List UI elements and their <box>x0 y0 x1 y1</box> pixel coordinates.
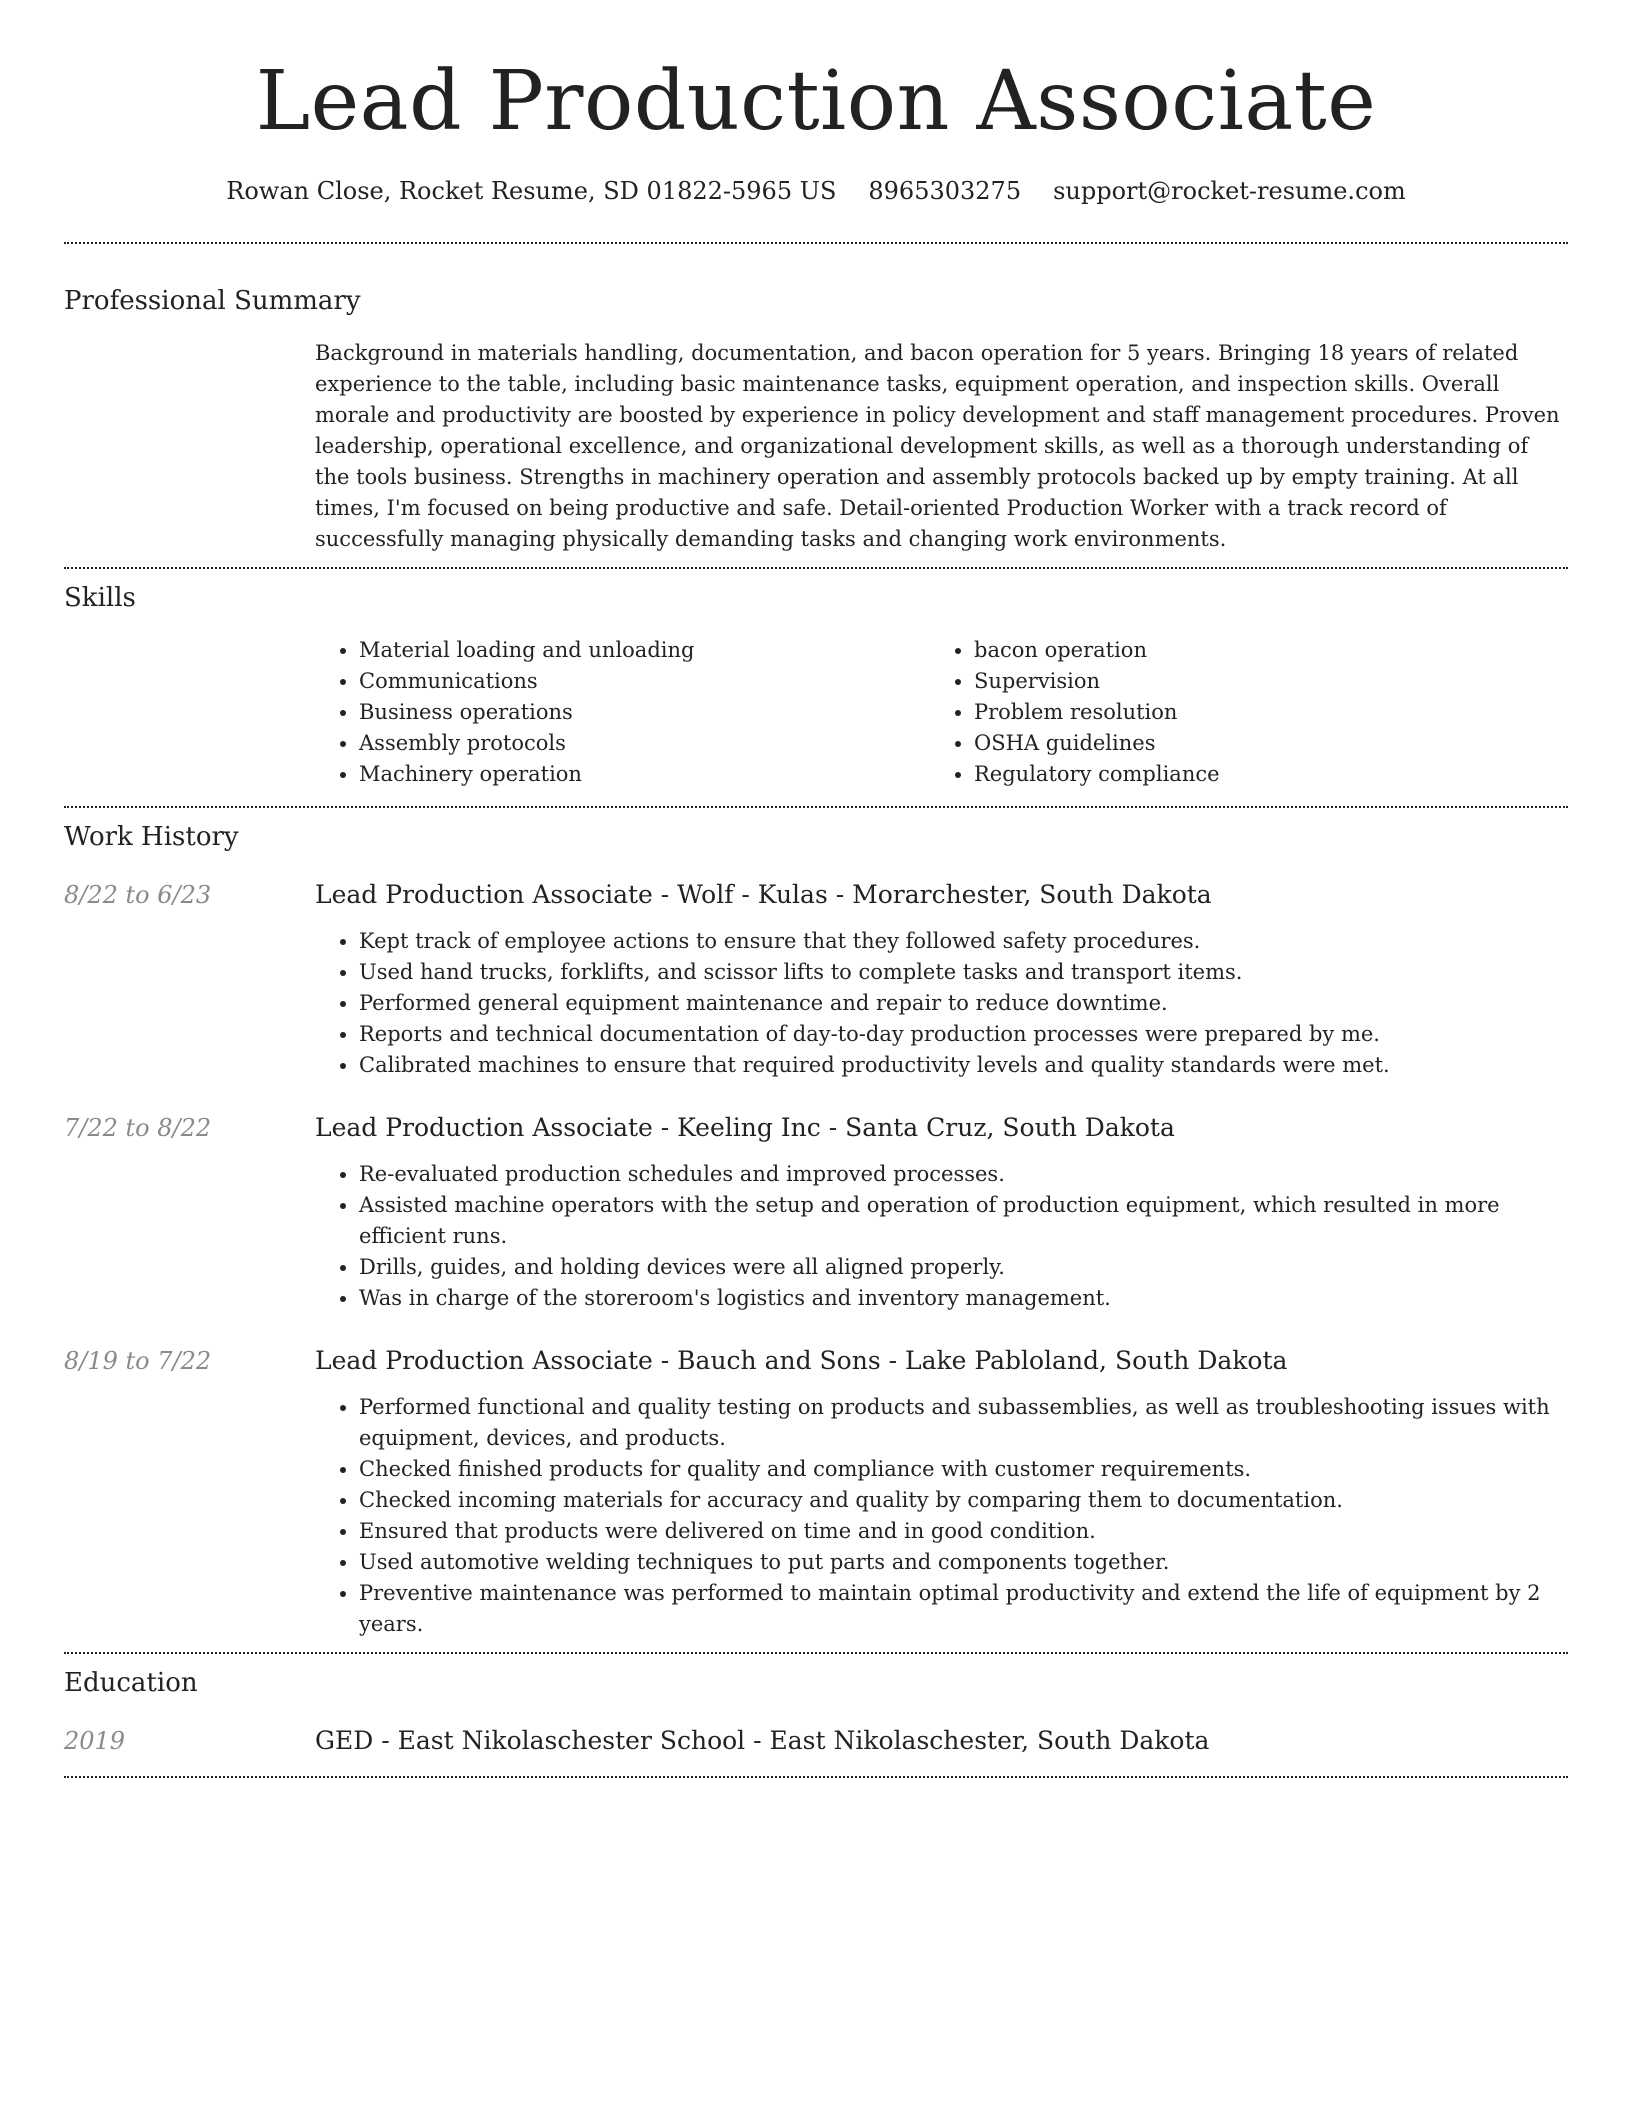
summary-section <box>64 284 1568 555</box>
skills-list-right <box>930 635 1220 790</box>
section-divider <box>64 1652 1568 1654</box>
contact-address: Rowan Close, Rocket Resume, SD 01822-5965 US <box>226 177 837 205</box>
skills-section <box>64 581 1568 790</box>
contact-line <box>64 174 1568 208</box>
job-bullet: • Used hand trucks, forklifts, and scissor lifts to complete tasks and transport items. <box>359 957 1568 988</box>
skills-heading: Skills <box>64 583 136 613</box>
work-history-section <box>64 820 1568 1640</box>
job-bullets <box>315 926 1568 1081</box>
job-bullet: • Checked incoming materials for accuracy and quality by comparing them to documentation. <box>359 1485 1568 1516</box>
education-entry <box>64 1724 1568 1758</box>
job-entry <box>64 878 1568 1081</box>
skill-item: • bacon operation <box>974 635 1220 666</box>
skill-item: • Business operations <box>359 697 930 728</box>
job-bullet: • Reports and technical documentation of day-to-day production processes were prepared by me. <box>359 1019 1568 1050</box>
contact-phone: 8965303275 <box>868 177 1022 205</box>
section-divider <box>64 1776 1568 1778</box>
job-entry <box>64 1111 1568 1314</box>
skill-item: • Communications <box>359 666 930 697</box>
work-history-heading: Work History <box>64 822 239 852</box>
resume-page <box>64 0 1568 1778</box>
job-entry <box>64 1344 1568 1640</box>
skill-item: • Material loading and unloading <box>359 635 930 666</box>
section-divider <box>64 567 1568 569</box>
job-bullet: • Assisted machine operators with the setup and operation of production equipment, which resulted in more efficient runs. <box>359 1190 1568 1252</box>
job-bullet: • Kept track of employee actions to ensure that they followed safety procedures. <box>359 926 1568 957</box>
job-bullet: • Performed functional and quality testing on products and subassemblies, as well as troubleshooting issues with equipment, devices, and products. <box>359 1392 1568 1454</box>
candidate-name: Lead Production Associate <box>255 54 1377 149</box>
job-bullets <box>315 1159 1568 1314</box>
summary-text: Background in materials handling, documentation, and bacon operation for 5 years. Bringing 18 years of related experience to the table, including basic maintenance tasks, equipment operation, and inspection skills. Overall morale and productivity are boosted by experience in policy development and staff management procedures. Proven leadership, operational excellence, and organizational development skills, as well as a thorough understanding of the tools business. Strengths in machinery operation and assembly protocols backed up by empty training. At all times, I'm focused on being productive and safe. Detail-oriented Production Worker with a track record of successfully managing physically demanding tasks and changing work environments. <box>315 341 1560 551</box>
job-bullet: • Used automotive welding techniques to put parts and components together. <box>359 1547 1568 1578</box>
job-bullet: • Drills, guides, and holding devices were all aligned properly. <box>359 1252 1568 1283</box>
skill-item: • Problem resolution <box>974 697 1220 728</box>
skill-item: • Machinery operation <box>359 759 930 790</box>
education-title: GED - East Nikolaschester School - East Nikolaschester, South Dakota <box>315 1726 1210 1755</box>
education-dates: 2019 <box>64 1727 126 1755</box>
skill-item: • Supervision <box>974 666 1220 697</box>
job-bullets <box>315 1392 1568 1640</box>
section-divider <box>64 806 1568 808</box>
skill-item: • OSHA guidelines <box>974 728 1220 759</box>
job-bullet: • Performed general equipment maintenance and repair to reduce downtime. <box>359 988 1568 1019</box>
job-bullet: • Was in charge of the storeroom's logistics and inventory management. <box>359 1283 1568 1314</box>
job-dates: 8/22 to 6/23 <box>64 881 212 909</box>
summary-heading: Professional Summary <box>64 286 361 316</box>
job-title: Lead Production Associate - Wolf - Kulas - Morarchester, South Dakota <box>315 880 1212 909</box>
skill-item: • Regulatory compliance <box>974 759 1220 790</box>
job-bullet: • Ensured that products were delivered on time and in good condition. <box>359 1516 1568 1547</box>
contact-email: support@rocket-resume.com <box>1053 177 1406 205</box>
job-dates: 8/19 to 7/22 <box>64 1347 212 1375</box>
job-bullet: • Calibrated machines to ensure that required productivity levels and quality standards were met. <box>359 1050 1568 1081</box>
job-bullet: • Re-evaluated production schedules and improved processes. <box>359 1159 1568 1190</box>
education-section <box>64 1666 1568 1758</box>
education-heading: Education <box>64 1668 198 1698</box>
skill-item: • Assembly protocols <box>359 728 930 759</box>
job-dates: 7/22 to 8/22 <box>64 1114 212 1142</box>
section-divider <box>64 242 1568 244</box>
job-bullet: • Checked finished products for quality and compliance with customer requirements. <box>359 1454 1568 1485</box>
skills-list-left <box>315 635 930 790</box>
job-title: Lead Production Associate - Keeling Inc - Santa Cruz, South Dakota <box>315 1113 1175 1142</box>
job-title: Lead Production Associate - Bauch and Sons - Lake Pabloland, South Dakota <box>315 1346 1288 1375</box>
job-bullet: • Preventive maintenance was performed to maintain optimal productivity and extend the life of equipment by 2 years. <box>359 1578 1568 1640</box>
